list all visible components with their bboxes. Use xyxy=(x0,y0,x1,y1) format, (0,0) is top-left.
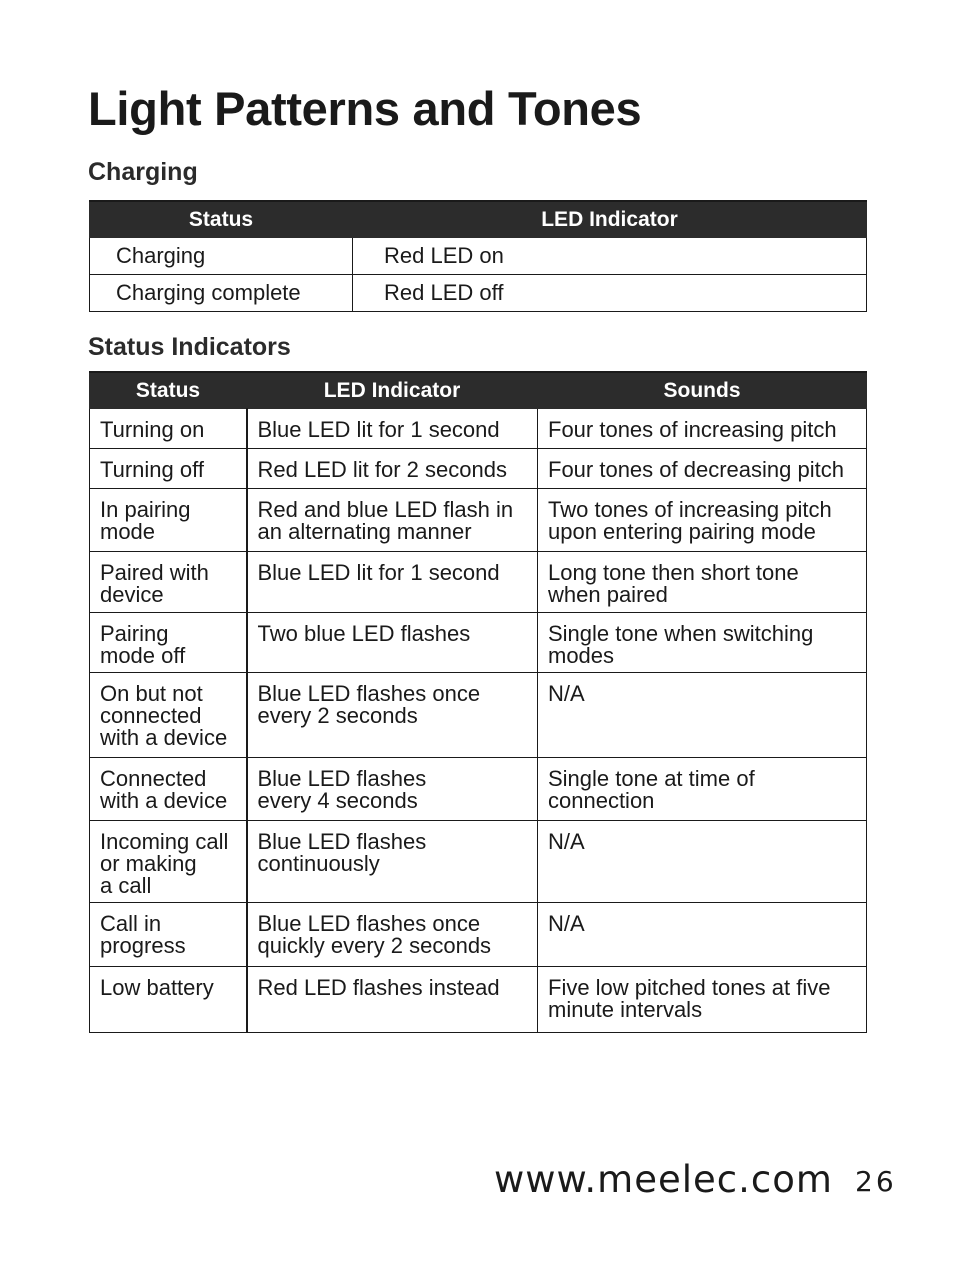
sounds-cell: Five low pitched tones at five minute intervals xyxy=(538,967,867,1033)
table-row xyxy=(90,489,867,552)
status-cell: On but not connected with a device xyxy=(90,673,247,758)
table-row xyxy=(90,613,867,673)
sounds-cell: Long tone then short tone when paired xyxy=(538,552,867,613)
table-row xyxy=(90,673,867,758)
status-header-led: LED Indicator xyxy=(247,372,538,409)
table-row xyxy=(90,821,867,903)
table-row xyxy=(90,903,867,967)
table-row xyxy=(90,758,867,821)
charging-header-status: Status xyxy=(90,201,353,238)
page-number: 26 xyxy=(855,1165,897,1198)
sounds-cell: Single tone when switching modes xyxy=(538,613,867,673)
led-cell: Two blue LED flashes xyxy=(247,613,538,673)
table-row xyxy=(90,275,867,312)
status-header-sounds: Sounds xyxy=(538,372,867,409)
status-cell: Turning off xyxy=(90,449,247,489)
sounds-cell: N/A xyxy=(538,821,867,903)
led-cell: Red LED lit for 2 seconds xyxy=(247,449,538,489)
footer-url: www.meelec.com xyxy=(494,1158,833,1201)
status-indicators-heading: Status Indicators xyxy=(88,333,291,361)
table-row xyxy=(90,967,867,1033)
charging-heading: Charging xyxy=(88,158,198,186)
charging-header-row xyxy=(90,201,867,238)
sounds-cell: Four tones of decreasing pitch xyxy=(538,449,867,489)
status-cell: In pairing mode xyxy=(90,489,247,552)
table-row xyxy=(90,409,867,449)
led-cell: Red and blue LED flash in an alternating manner xyxy=(247,489,538,552)
led-cell: Blue LED flashes continuously xyxy=(247,821,538,903)
sounds-cell: N/A xyxy=(538,903,867,967)
sounds-cell: Single tone at time of connection xyxy=(538,758,867,821)
status-cell: Low battery xyxy=(90,967,247,1033)
charging-table xyxy=(89,200,867,312)
charging-cell-status: Charging xyxy=(90,238,353,275)
page-title: Light Patterns and Tones xyxy=(88,82,642,135)
status-cell: Incoming call or making a call xyxy=(90,821,247,903)
status-cell: Turning on xyxy=(90,409,247,449)
status-indicators-table xyxy=(89,371,867,1033)
status-cell: Pairing mode off xyxy=(90,613,247,673)
sounds-cell: Four tones of increasing pitch xyxy=(538,409,867,449)
led-cell: Blue LED flashes every 4 seconds xyxy=(247,758,538,821)
charging-cell-status: Charging complete xyxy=(90,275,353,312)
table-row xyxy=(90,238,867,275)
table-row xyxy=(90,449,867,489)
status-cell: Paired with device xyxy=(90,552,247,613)
table-row xyxy=(90,552,867,613)
led-cell: Blue LED flashes once quickly every 2 seconds xyxy=(247,903,538,967)
led-cell: Blue LED flashes once every 2 seconds xyxy=(247,673,538,758)
status-cell: Connected with a device xyxy=(90,758,247,821)
status-header-row xyxy=(90,372,867,409)
sounds-cell: N/A xyxy=(538,673,867,758)
led-cell: Blue LED lit for 1 second xyxy=(247,552,538,613)
status-header-status: Status xyxy=(90,372,247,409)
charging-cell-led: Red LED off xyxy=(353,275,867,312)
led-cell: Blue LED lit for 1 second xyxy=(247,409,538,449)
led-cell: Red LED flashes instead xyxy=(247,967,538,1033)
status-cell: Call in progress xyxy=(90,903,247,967)
charging-cell-led: Red LED on xyxy=(353,238,867,275)
sounds-cell: Two tones of increasing pitch upon entering pairing mode xyxy=(538,489,867,552)
charging-header-led: LED Indicator xyxy=(353,201,867,238)
